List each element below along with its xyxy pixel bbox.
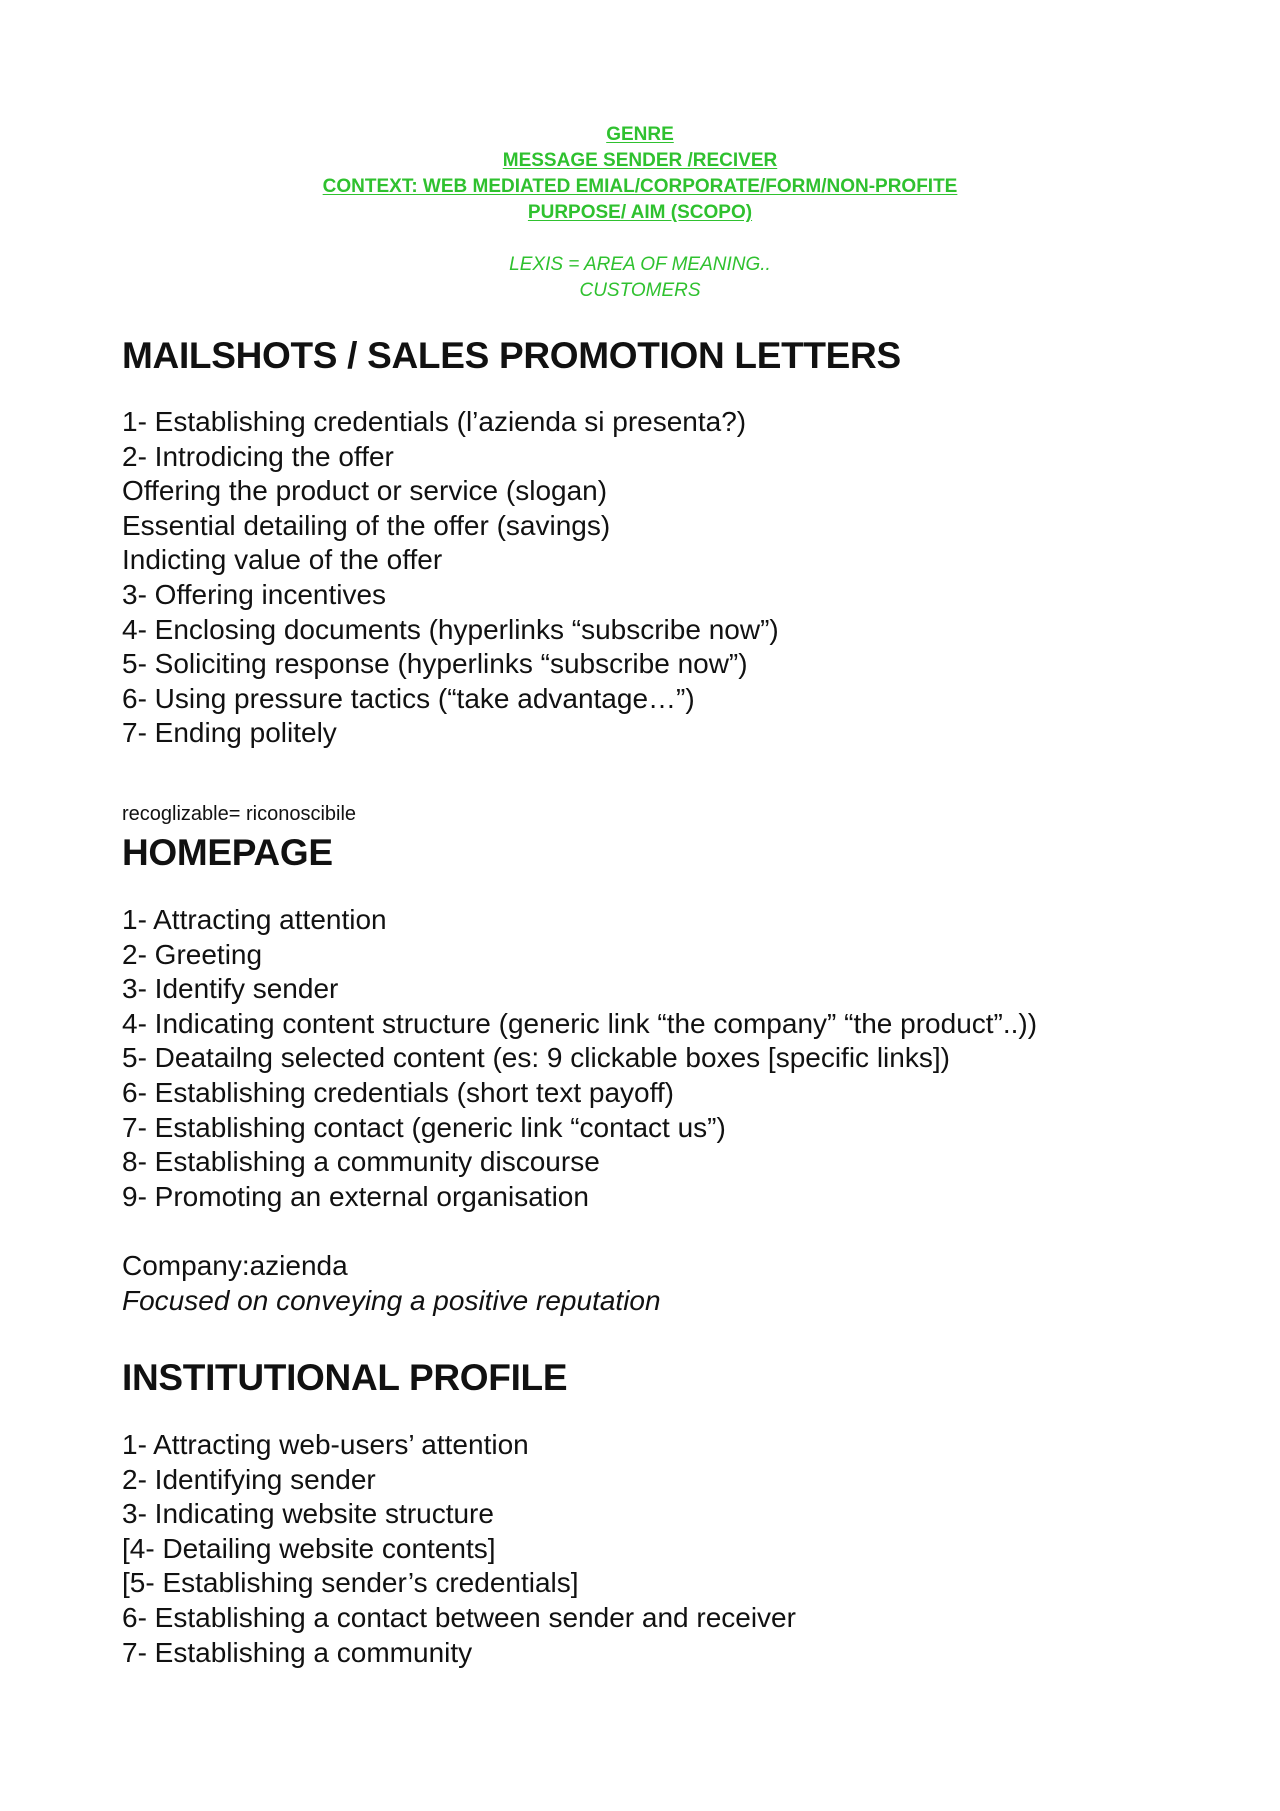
list-item: 2- Identifying sender xyxy=(122,1463,376,1495)
institutional-title: INSTITUTIONAL PROFILE xyxy=(122,1357,568,1398)
customers-note: CUSTOMERS xyxy=(579,280,701,301)
mailshots-title: MAILSHOTS / SALES PROMOTION LETTERS xyxy=(122,335,901,376)
mailshots-list xyxy=(122,405,779,751)
company-note: Company:azienda xyxy=(122,1250,348,1281)
lexis-note: LEXIS = AREA OF MEANING.. xyxy=(509,254,771,275)
list-item: 1- Attracting web-users’ attention xyxy=(122,1429,529,1460)
homepage-notes xyxy=(122,1249,661,1318)
list-item: 8- Establishing a community discourse xyxy=(122,1146,600,1178)
institutional-list xyxy=(122,1428,796,1670)
list-item: 6- Establishing a contact between sender and receiver xyxy=(122,1601,796,1633)
list-item: 1- Attracting attention xyxy=(122,904,387,935)
list-item: 3- Offering incentives xyxy=(122,578,387,610)
context-label: CONTEXT: WEB MEDIATED EMIAL/CORPORATE/FORM/NON-PROFITE xyxy=(322,176,958,197)
list-item: 2- Greeting xyxy=(122,938,263,970)
list-item: 7- Establishing a community xyxy=(122,1636,473,1668)
homepage-list xyxy=(122,903,1037,1214)
list-item: Essential detailing of the offer (savings) xyxy=(122,509,611,541)
list-item: 3- Identify sender xyxy=(122,973,339,1005)
list-item: [5- Establishing sender’s credentials] xyxy=(122,1567,579,1599)
list-item: 2- Introdicing the offer xyxy=(122,440,394,472)
list-item: 7- Establishing contact (generic link “contact us”) xyxy=(122,1111,726,1143)
message-label: MESSAGE SENDER /RECIVER xyxy=(502,150,778,171)
list-item: 3- Indicating website structure xyxy=(122,1498,494,1530)
list-item: 1- Establishing credentials (l’azienda si presenta?) xyxy=(122,406,747,437)
list-item: 6- Establishing credentials (short text payoff) xyxy=(122,1076,674,1108)
list-item: 9- Promoting an external organisation xyxy=(122,1180,589,1212)
genre-label: GENRE xyxy=(606,124,674,145)
vocabulary-note: recoglizable= riconoscibile xyxy=(122,803,357,825)
list-item: 5- Soliciting response (hyperlinks “subscribe now”) xyxy=(122,648,748,680)
list-item: 6- Using pressure tactics (“take advantage…”) xyxy=(122,682,695,714)
list-item: 5- Deatailng selected content (es: 9 clickable boxes [specific links]) xyxy=(122,1042,950,1074)
list-item: [4- Detailing website contents] xyxy=(122,1532,496,1564)
list-item: 4- Indicating content structure (generic link “the company” “the product”..)) xyxy=(122,1007,1038,1039)
purpose-label: PURPOSE/ AIM (SCOPO) xyxy=(527,202,753,223)
list-item: Offering the product or service (slogan) xyxy=(122,475,608,507)
list-item: 7- Ending politely xyxy=(122,717,337,749)
focus-note: Focused on conveying a positive reputation xyxy=(122,1284,661,1316)
list-item: 4- Enclosing documents (hyperlinks “subscribe now”) xyxy=(122,613,779,645)
list-item: Indicting value of the offer xyxy=(122,544,443,576)
genre-header xyxy=(0,122,1280,304)
homepage-title: HOMEPAGE xyxy=(122,832,333,873)
